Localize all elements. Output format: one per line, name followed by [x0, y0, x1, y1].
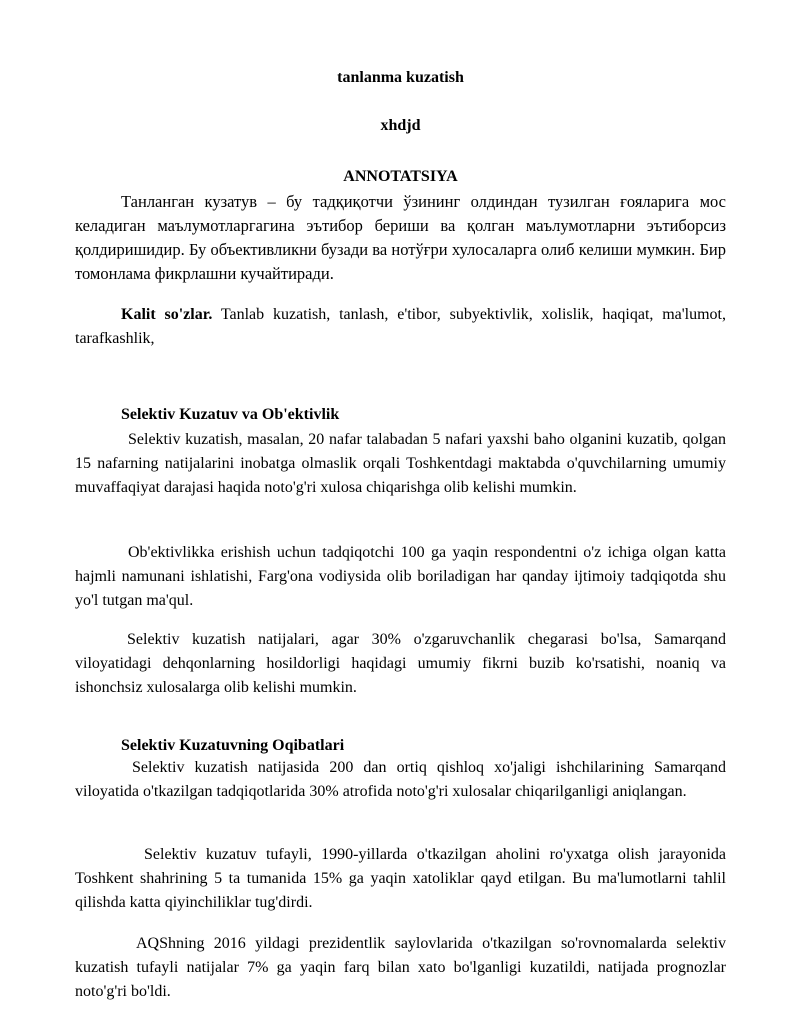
section-paragraph: AQShning 2016 yildagi prezidentlik saylovlarida o'tkazilgan so'rovnomalarda selektiv kuzatish tufayli natijalar 7% ga yaqin farq bilan xato bo'lganligi kuzatildi, natijada prognozlar noto'g'ri bo'ldi.	[75, 935, 726, 1000]
annotation-text: Танланган кузатув – бу тадқиқотчи ўзининг олдиндан тузилган ғояларига мос келадиган маълумотларгагина эътибор бериши ва қолган маълумотларни эътиборсиз қолдиришидир. Бу объективликни бузади ва нотўғри хулосаларга олиб келиши мумкин. Бир томонлама фикрлашни кучайтиради.	[75, 192, 726, 283]
keywords	[75, 303, 726, 351]
section-paragraph: Ob'ektivlikka erishish uchun tadqiqotchi 100 ga yaqin respondentni o'z ichiga olgan katta hajmli namunani ishlatishi, Farg'ona vodiysida olib boriladigan har qanday ijtimoiy tadqiqotda shu yo'l tutgan ma'qul.	[75, 544, 726, 609]
section-heading: Selektiv Kuzatuv va Ob'ektivlik	[121, 406, 340, 423]
section-paragraph: Selektiv kuzatuv tufayli, 1990-yillarda o'tkazilgan aholini ro'yxatga olish jarayonida Toshkent shahrining 5 ta tumanida 15% ga yaqin xatoliklar qayd etilgan. Bu ma'lumotlarni tahlil qilishda katta qiyinchiliklar tug'dirdi.	[75, 846, 726, 911]
section-paragraph: Selektiv kuzatish natijalari, agar 30% o'zgaruvchanlik chegarasi bo'lsa, Samarqand viloyatidagi dehqonlarning hosildorligi haqidagi umumiy fikrni buzib ko'rsatishi, noaniq va ishonchsiz xulosalarga olib kelishi mumkin.	[75, 631, 726, 696]
section-heading: Selektiv Kuzatuvning Oqibatlari	[121, 737, 345, 754]
document-page	[75, 0, 726, 1035]
document-title: tanlanma kuzatish	[337, 69, 464, 86]
keywords-label: Kalit so'zlar.	[121, 306, 213, 323]
section-paragraph: Selektiv kuzatish, masalan, 20 nafar talabadan 5 nafari yaxshi baho olganini kuzatib, qolgan 15 nafarning natijalarini inobatga olmaslik orqali Toshkentdagi maktabda o'quvchilarning umumiy muvaffaqiyat darajasi haqida noto'g'ri xulosa chiqarishga olib kelishi mumkin.	[75, 431, 726, 496]
annotation-heading: ANNOTATSIYA	[343, 168, 458, 185]
keywords-text: Tanlab kuzatish, tanlash, e'tibor, subyektivlik, xolislik, haqiqat, ma'lumot, tarafkashlik,	[75, 306, 726, 347]
section-paragraph: Selektiv kuzatish natijasida 200 dan ortiq qishloq xo'jaligi ishchilarining Samarqand viloyatida o'tkazilgan tadqiqotlarida 30% atrofida noto'g'ri xulosalar chiqarilganligi aniqlangan.	[75, 759, 726, 800]
document-subtitle: xhdjd	[380, 117, 421, 134]
